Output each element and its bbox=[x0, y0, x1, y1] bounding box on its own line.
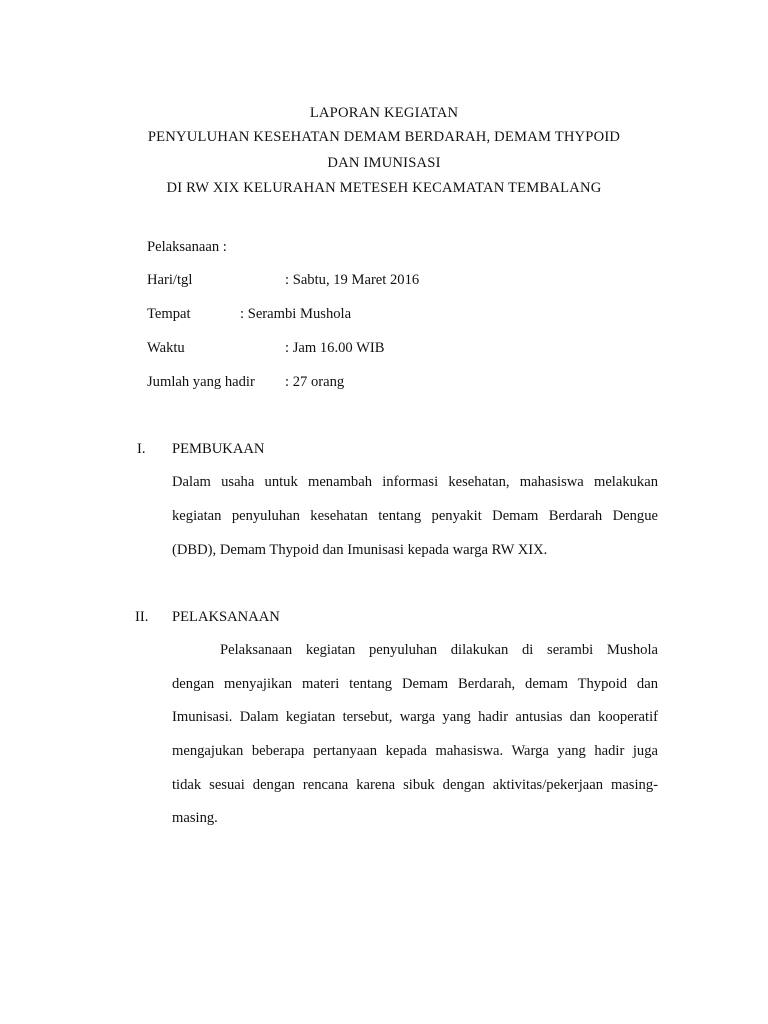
paragraph-line: dengan menyajikan materi tentang Demam Berdarah, demam Thypoid dan bbox=[172, 676, 658, 692]
section-heading: PEMBUKAAN bbox=[172, 441, 265, 457]
detail-value-date: : Sabtu, 19 Maret 2016 bbox=[285, 272, 420, 288]
details-heading: Pelaksanaan : bbox=[147, 239, 227, 255]
paragraph-line: tidak sesuai dengan rencana karena sibuk dengan aktivitas/pekerjaan masing- bbox=[172, 777, 658, 793]
section-number: I. bbox=[137, 441, 146, 457]
detail-value-attendance: : 27 orang bbox=[285, 374, 345, 390]
detail-value-time: : Jam 16.00 WIB bbox=[285, 340, 385, 356]
detail-label-time: Waktu bbox=[147, 340, 185, 356]
paragraph-line: Imunisasi. Dalam kegiatan tersebut, warga yang hadir antusias dan kooperatif bbox=[172, 709, 658, 725]
section-heading: PELAKSANAAN bbox=[172, 609, 280, 625]
paragraph-line: (DBD), Demam Thypoid dan Imunisasi kepada warga RW XIX. bbox=[172, 542, 548, 558]
detail-label-date: Hari/tgl bbox=[147, 272, 193, 288]
section-number: II. bbox=[135, 609, 149, 625]
detail-label-place: Tempat bbox=[147, 306, 191, 322]
paragraph-line: masing. bbox=[172, 810, 218, 826]
report-subtitle-cont: DAN IMUNISASI bbox=[327, 155, 441, 171]
detail-value-place: : Serambi Mushola bbox=[240, 306, 352, 322]
paragraph-line: kegiatan penyuluhan kesehatan tentang penyakit Demam Berdarah Dengue bbox=[172, 508, 658, 524]
paragraph-line: Dalam usaha untuk menambah informasi kesehatan, mahasiswa melakukan bbox=[172, 474, 658, 490]
detail-label-attendance: Jumlah yang hadir bbox=[147, 374, 255, 390]
report-location: DI RW XIX KELURAHAN METESEH KECAMATAN TEMBALANG bbox=[166, 180, 602, 196]
report-subtitle: PENYULUHAN KESEHATAN DEMAM BERDARAH, DEMAM THYPOID bbox=[147, 129, 621, 145]
report-title: LAPORAN KEGIATAN bbox=[309, 105, 459, 121]
paragraph-line: mengajukan beberapa pertanyaan kepada mahasiswa. Warga yang hadir juga bbox=[172, 743, 658, 759]
paragraph-line: Pelaksanaan kegiatan penyuluhan dilakukan di serambi Mushola bbox=[220, 642, 658, 658]
